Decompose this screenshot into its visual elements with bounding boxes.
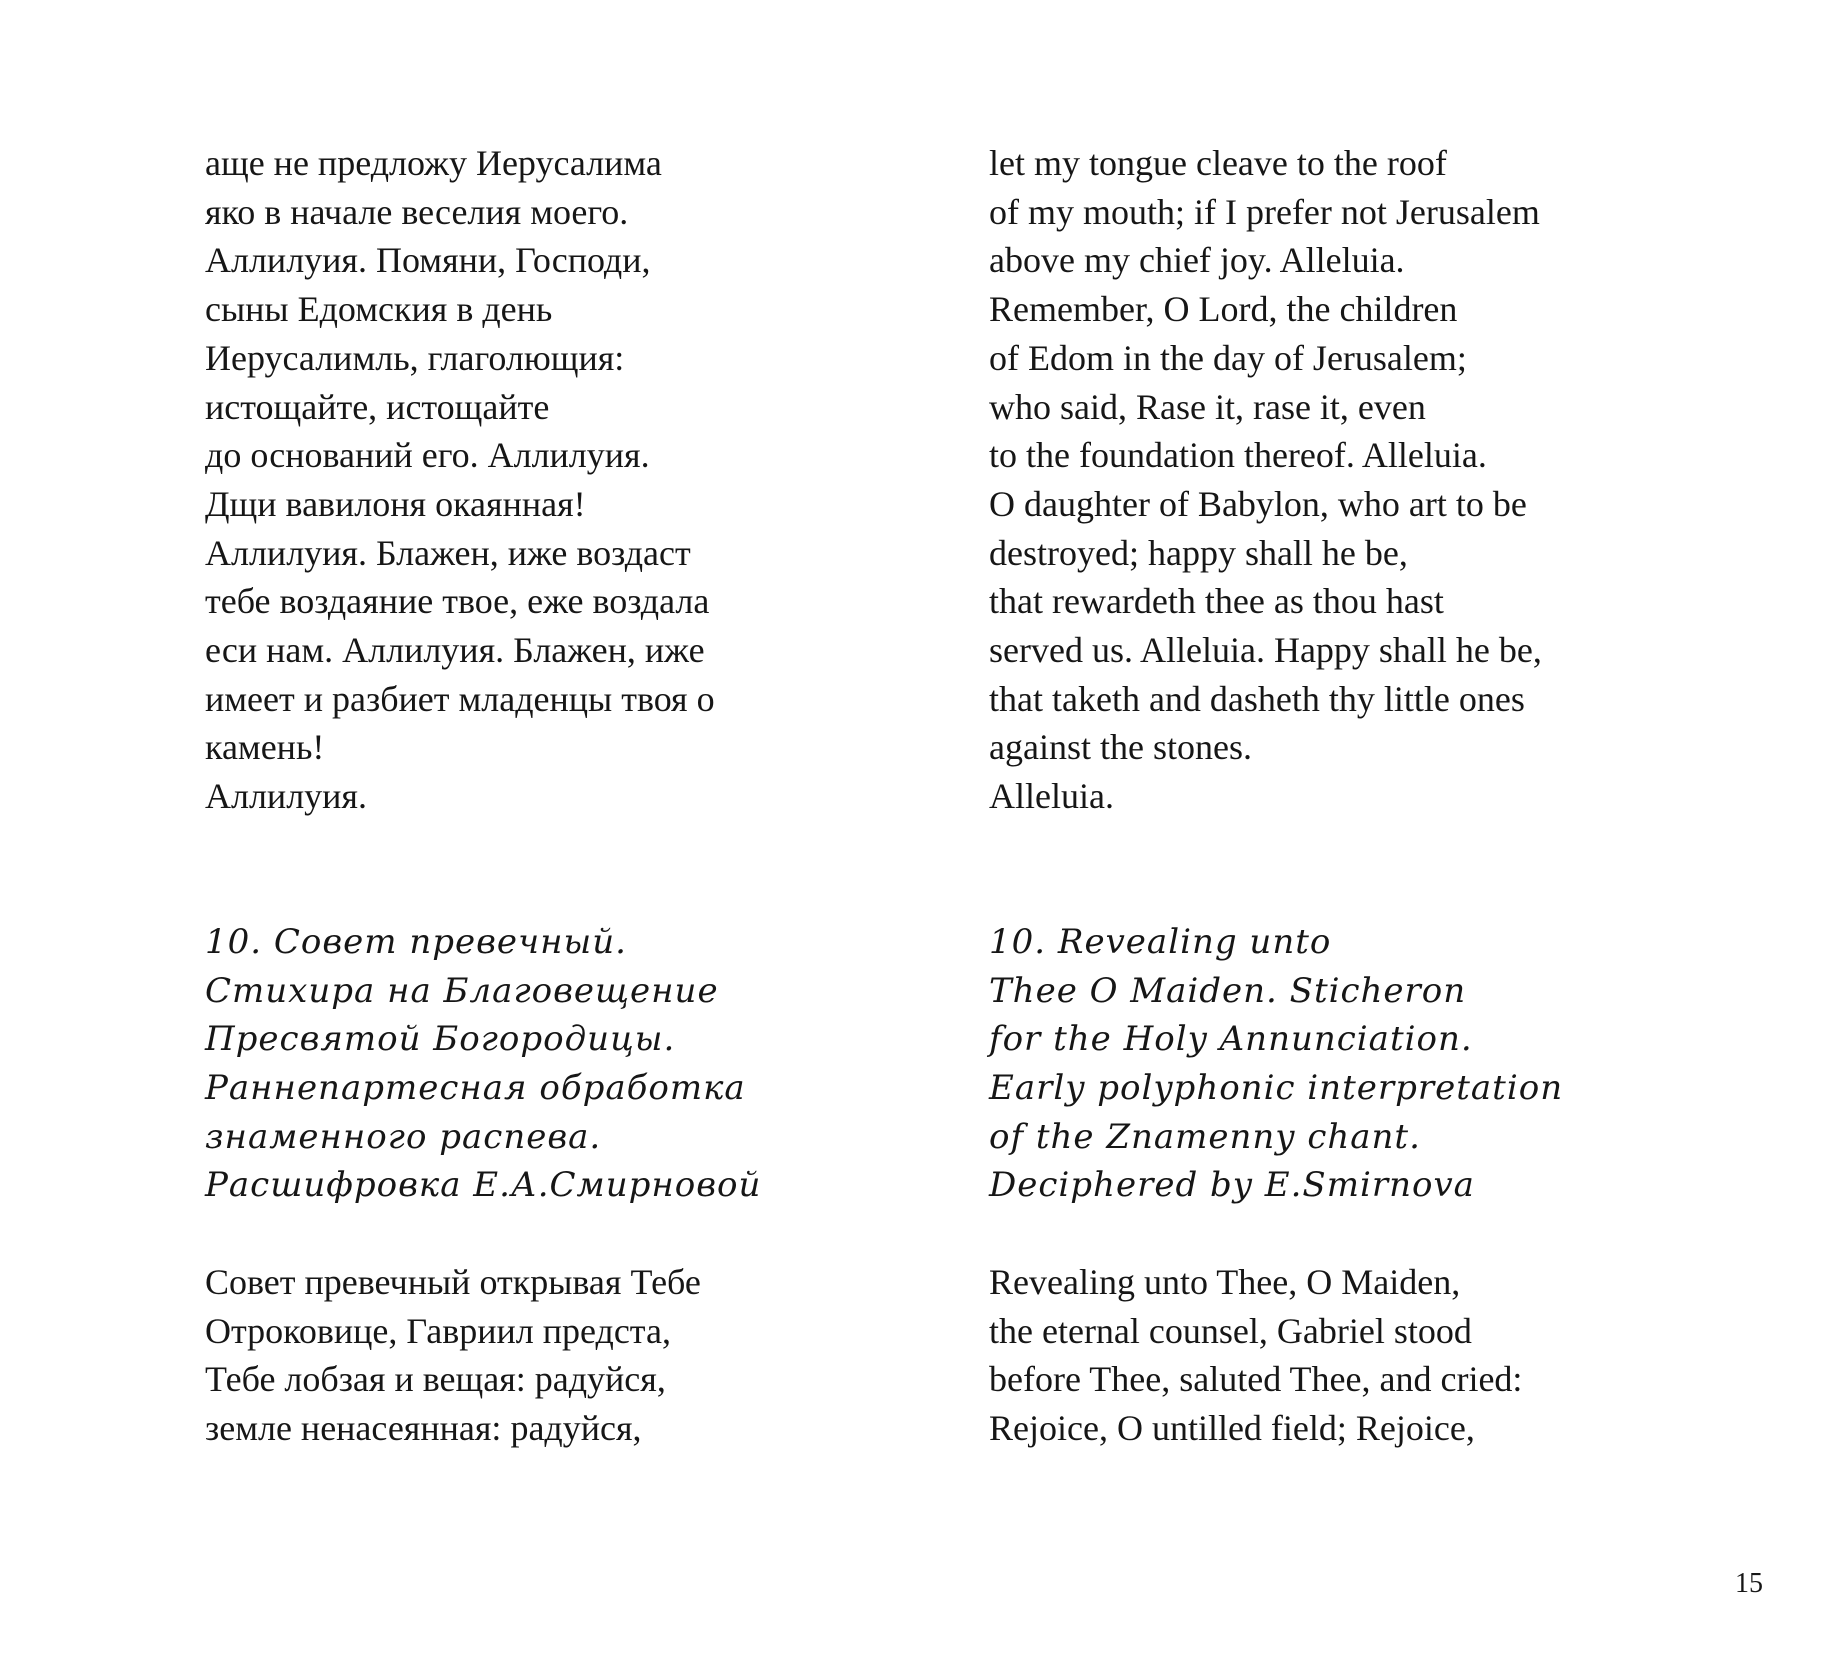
text-line: до оснований его. Аллилуия. — [205, 435, 650, 476]
text-line: земле ненасеянная: радуйся, — [205, 1408, 642, 1449]
text-line: Аллилуия. Помяни, Господи, — [205, 240, 651, 281]
text-line: Alleluia. — [989, 776, 1114, 817]
heading-line: Пресвятой Богородицы. — [205, 1019, 676, 1060]
heading-line: 10. Совет превечный. — [205, 921, 627, 962]
russian-track-heading — [205, 918, 885, 1210]
heading-line: Расшифровка Е.А.Смирновой — [205, 1165, 762, 1206]
heading-line: Thee O Maiden. Sticheron — [989, 970, 1467, 1011]
text-line: Remember, O Lord, the children — [989, 289, 1458, 330]
heading-line: Early polyphonic interpretation — [989, 1067, 1564, 1108]
heading-line: 10. Revealing unto — [989, 921, 1332, 962]
text-line: Дщи вавилоня окаянная! — [205, 483, 586, 524]
russian-verse-2 — [205, 1258, 885, 1453]
text-line: Совет превечный открывая Тебе — [205, 1262, 701, 1303]
text-line: O daughter of Babylon, who art to be — [989, 483, 1527, 524]
text-line: let my tongue cleave to the roof — [989, 143, 1447, 183]
heading-line: of the Znamenny chant. — [989, 1116, 1421, 1157]
text-line: the eternal counsel, Gabriel stood — [989, 1310, 1472, 1351]
text-line: камень! — [205, 727, 325, 768]
text-line: яко в начале веселия моего. — [205, 191, 629, 232]
text-line: сыны Едомския в день — [205, 289, 553, 330]
russian-verse-1 — [205, 139, 885, 821]
text-line: destroyed; happy shall he be, — [989, 532, 1408, 573]
heading-line: Deciphered by E.Smirnova — [989, 1165, 1475, 1206]
text-line: истощайте, истощайте — [205, 386, 550, 427]
text-line: against the stones. — [989, 727, 1252, 768]
english-column — [989, 139, 1709, 1453]
text-line: Rejoice, O untilled field; Rejoice, — [989, 1408, 1475, 1449]
text-line: Аллилуия. — [205, 776, 367, 817]
text-line: of Edom in the day of Jerusalem; — [989, 337, 1467, 378]
text-line: above my chief joy. Alleluia. — [989, 240, 1405, 281]
text-line: тебе воздаяние твое, еже воздала — [205, 581, 710, 622]
english-track-heading — [989, 918, 1709, 1210]
text-line: before Thee, saluted Thee, and cried: — [989, 1359, 1523, 1400]
text-line: еси нам. Аллилуия. Блажен, иже — [205, 630, 705, 671]
text-line: имеет и разбиет младенцы твоя о — [205, 678, 715, 719]
text-line: Revealing unto Thee, O Maiden, — [989, 1262, 1461, 1303]
text-line: Тебе лобзая и вещая: радуйся, — [205, 1359, 666, 1400]
page-number: 15 — [1735, 1568, 1763, 1599]
heading-line: for the Holy Annunciation. — [989, 1019, 1473, 1060]
english-verse-1 — [989, 139, 1709, 821]
text-line: served us. Alleluia. Happy shall he be, — [989, 630, 1542, 671]
heading-line: знаменного распева. — [205, 1116, 602, 1157]
heading-line: Раннепартесная обработка — [205, 1067, 746, 1108]
text-line: of my mouth; if I prefer not Jerusalem — [989, 191, 1540, 232]
text-line: аще не предложу Иерусалима — [205, 143, 662, 183]
text-line: that rewardeth thee as thou hast — [989, 581, 1444, 622]
text-line: Аллилуия. Блажен, иже воздаст — [205, 532, 691, 573]
russian-column — [205, 139, 885, 1453]
text-line: Отроковице, Гавриил предста, — [205, 1310, 671, 1351]
text-line: who said, Rase it, rase it, even — [989, 386, 1426, 427]
heading-line: Стихира на Благовещение — [205, 970, 719, 1011]
text-line: Иерусалимль, глаголющия: — [205, 337, 625, 378]
english-verse-2 — [989, 1258, 1709, 1453]
text-line: that taketh and dasheth thy little ones — [989, 678, 1525, 719]
text-line: to the foundation thereof. Alleluia. — [989, 435, 1487, 476]
